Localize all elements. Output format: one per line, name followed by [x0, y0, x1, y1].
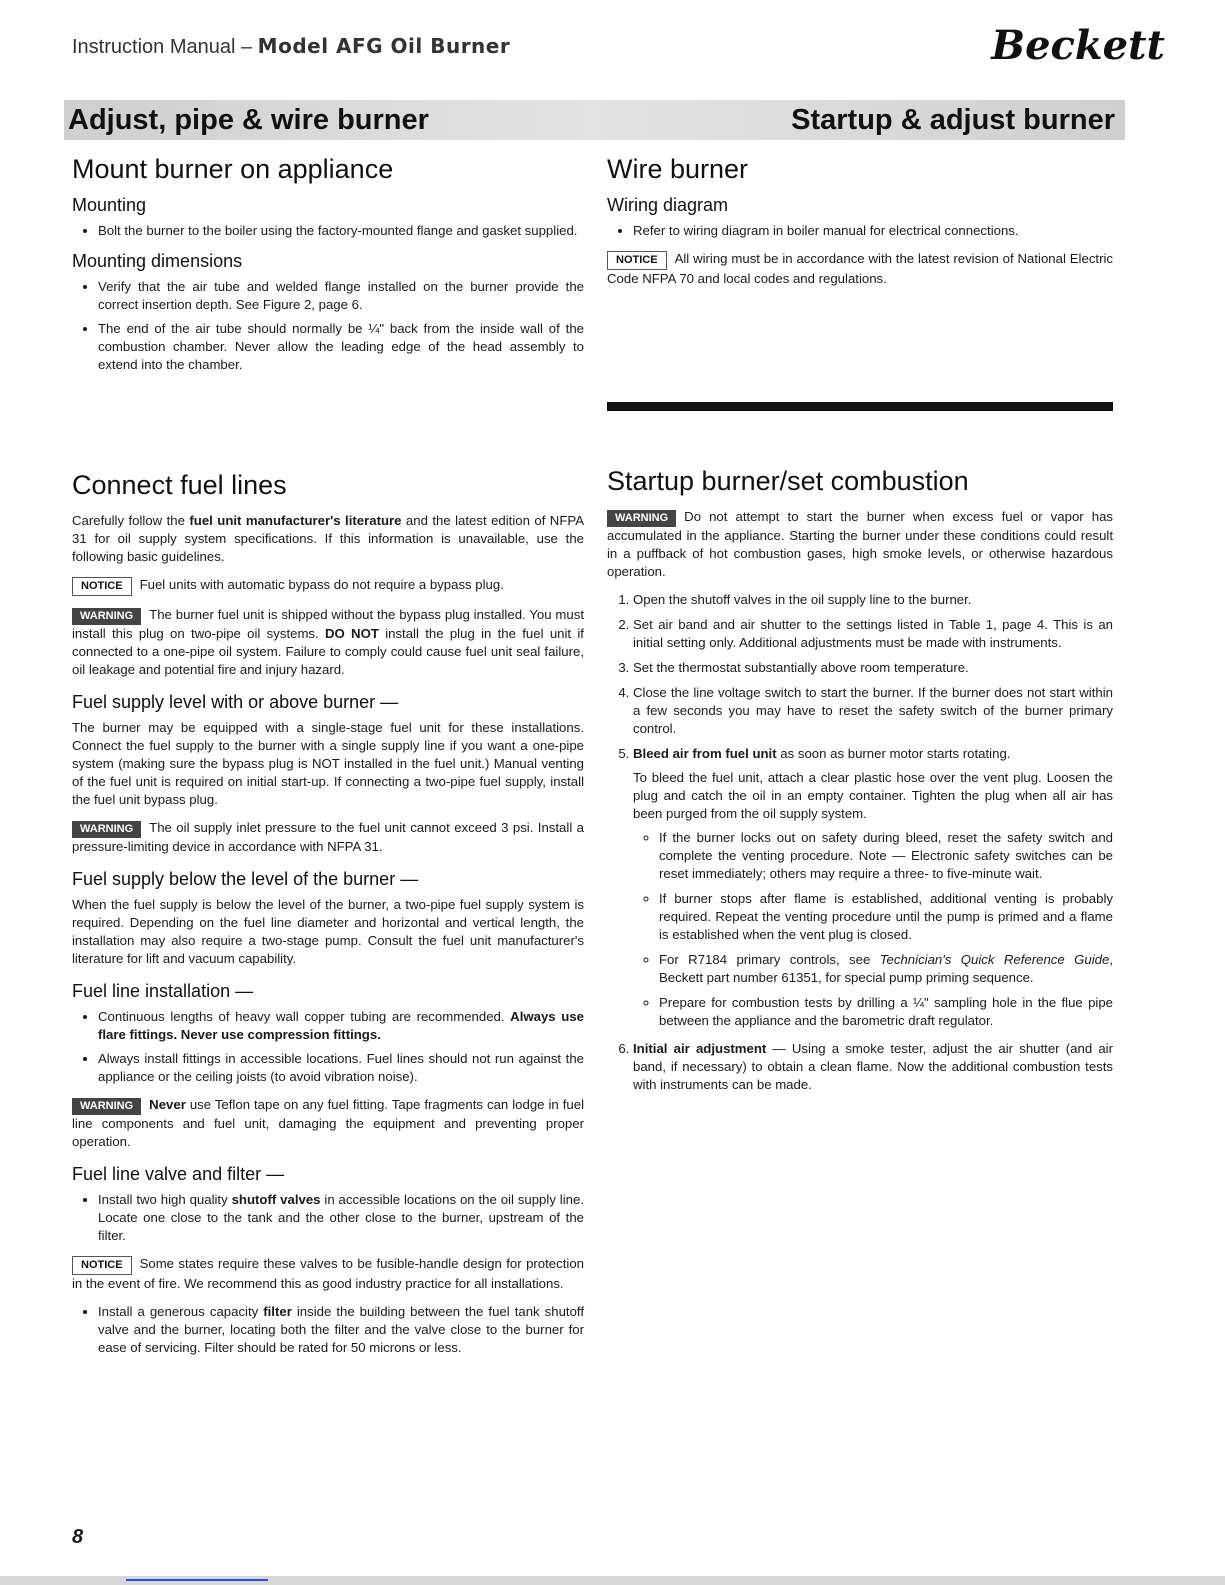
list-item: ◦ If burner stops after flame is established, additional venting is probably required. Repeat the venting procedure until the pump is primed and a flame is established when the vent plug is closed.	[659, 890, 1113, 944]
notice-tag: NOTICE	[72, 1256, 132, 1275]
section-divider	[607, 402, 1113, 411]
valve-filter-heading: Fuel line valve and filter —	[72, 1164, 285, 1184]
wiring-list	[607, 222, 1113, 240]
fuel-intro: Carefully follow the fuel unit manufacturer's literature and the latest edition of NFPA 31 for oil supply system specifications. If this information is unavailable, use the following basic guidelines.	[72, 513, 584, 564]
notice-wiring: NOTICE All wiring must be in accordance with the latest revision of National Electric Code NFPA 70 and local codes and regulations.	[607, 251, 1113, 286]
fuel-install-list	[72, 1008, 584, 1086]
section-banner	[64, 100, 1125, 140]
page-number: 8	[72, 1526, 84, 1548]
notice-fusible-valves: NOTICE Some states require these valves to be fusible-handle design for protection in the event of fire. We recommend this as good industry practice for all installations.	[72, 1256, 584, 1291]
list-item: ◦ If the burner locks out on safety during bleed, reset the safety switch and complete the venting procedure. Note — Electronic safety switches can be reset immediately; others may require a three- to five-minute wait.	[659, 829, 1113, 883]
wiring-diagram-heading: Wiring diagram	[607, 195, 729, 215]
notice-bypass: NOTICE Fuel units with automatic bypass do not require a bypass plug.	[72, 576, 584, 596]
mounting-dimensions-list	[72, 278, 584, 374]
right-column-startup	[607, 466, 1113, 1102]
warning-tag: WARNING	[72, 608, 141, 625]
mounting-list	[72, 222, 584, 240]
notice-tag: NOTICE	[607, 251, 667, 270]
manual-header	[72, 34, 510, 59]
banner-left-title: Adjust, pipe & wire burner	[68, 104, 429, 136]
left-column-fuel	[72, 470, 585, 1367]
startup-steps	[607, 591, 1113, 1094]
list-item: 3. Set the thermostat substantially above room temperature.	[633, 659, 1113, 677]
right-column-wire	[607, 154, 1113, 298]
fuel-above-heading: Fuel supply level with or above burner —	[72, 692, 399, 712]
link-underline	[126, 1579, 268, 1581]
bleed-instructions: To bleed the fuel unit, attach a clear plastic hose over the vent plug. Loosen the plug and catch the oil in an empty container. Tighten the plug when all air has been purged from the oil supply system.	[633, 770, 1113, 821]
mount-title: Mount burner on appliance	[72, 154, 394, 184]
startup-title: Startup burner/set combustion	[607, 466, 969, 496]
warning-inlet-pressure: WARNING The oil supply inlet pressure to the fuel unit cannot exceed 3 psi. Install a pressure-limiting device in accordance with NFPA 31.	[72, 820, 584, 854]
fuel-below-text: When the fuel supply is below the level of the burner, a two-pipe fuel supply system is required. Depending on the fuel line diameter and horizontal and vertical length, the installation may also require a two-stage pump. Consult the fuel unit manufacturer's literature for lift and vacuum capability.	[72, 897, 584, 966]
bleed-notes	[633, 829, 1113, 1030]
list-item: • Install two high quality shutoff valves in accessible locations on the oil supply line. Locate one close to the tank and the other close to the burner, upstream of the filter.	[98, 1191, 584, 1245]
wire-burner-title: Wire burner	[607, 154, 749, 184]
fuel-below-heading: Fuel supply below the level of the burner —	[72, 869, 419, 889]
list-item: 5. Bleed air from fuel unit as soon as burner motor starts rotating. To bleed the fuel unit, attach a clear plastic hose over the vent plug. Loosen the plug and catch the oil in an empty container. Tighten the plug when all air has been purged from the oil supply system. ◦ If the burner locks out on safety during bleed, reset the safety switch and complete the venting procedure. Note — Electronic safety switches can be reset immediately; others may require a three- to five-minute wait. ◦ If burner stops after flame is established, additional venting is probably required. Repeat the venting procedure until the pump is primed and a flame is established when the vent plug is closed. ◦ For R7184 primary controls, see Technician's Quick Reference Guide, Beckett part number 61351, for special pump priming sequence. ◦ Prepare for combustion tests by drilling a ¼" sampling hole in the flue pipe between the appliance and the barometric draft regulator.	[633, 745, 1113, 1030]
list-item: • Verify that the air tube and welded flange installed on the burner provide the correct insertion depth. See Figure 2, page 6.	[98, 278, 584, 314]
valve-list	[72, 1191, 584, 1245]
filter-list	[72, 1303, 584, 1357]
list-item: • The end of the air tube should normally be ¼" back from the inside wall of the combustion chamber. Never allow the leading edge of the head assembly to extend into the chamber.	[98, 320, 584, 374]
bottom-scan-strip	[0, 1576, 1225, 1585]
warning-excess-fuel: WARNING Do not attempt to start the burner when excess fuel or vapor has accumulated in the appliance. Starting the burner under these conditions could result in a puffback of hot combustion gases, high smoke levels, or otherwise hazardous operation.	[607, 509, 1113, 579]
warning-tag: WARNING	[72, 821, 141, 838]
header-manual-label: Instruction Manual –	[72, 36, 253, 58]
fuel-lines-title: Connect fuel lines	[72, 470, 287, 500]
list-item: ◦ Prepare for combustion tests by drilling a ¼" sampling hole in the flue pipe between the appliance and the barometric draft regulator.	[659, 994, 1113, 1030]
list-item: 6. Initial air adjustment — Using a smoke tester, adjust the air shutter (and air band, if necessary) to obtain a clean flame. Now the additional combustion tests with instruments can be made.	[633, 1040, 1113, 1094]
list-item: ◦ For R7184 primary controls, see Technician's Quick Reference Guide, Beckett part number 61351, for special pump priming sequence.	[659, 951, 1113, 987]
list-item: • Bolt the burner to the boiler using the factory-mounted flange and gasket supplied.	[98, 222, 584, 240]
left-column	[72, 154, 584, 384]
fuel-install-heading: Fuel line installation —	[72, 981, 254, 1001]
warning-tag: WARNING	[607, 510, 676, 527]
banner-right-title: Startup & adjust burner	[791, 104, 1115, 136]
mounting-dimensions-heading: Mounting dimensions	[72, 251, 243, 271]
list-item: • Refer to wiring diagram in boiler manual for electrical connections.	[633, 222, 1113, 240]
list-item: 2. Set air band and air shutter to the settings listed in Table 1, page 4. This is an initial setting only. Additional adjustments must be made with instruments.	[633, 616, 1113, 652]
list-item: • Install a generous capacity filter inside the building between the fuel tank shutoff valve and the burner, locating both the filter and the valve close to the burner for ease of servicing. Filter should be rated for 50 microns or less.	[98, 1303, 584, 1357]
beckett-logo: Beckett	[991, 22, 1165, 69]
notice-tag: NOTICE	[72, 577, 132, 596]
list-item: • Always install fittings in accessible locations. Fuel lines should not run against the appliance or the ceiling joists (to avoid vibration noise).	[98, 1050, 584, 1086]
warning-tag: WARNING	[72, 1098, 141, 1115]
list-item: • Continuous lengths of heavy wall copper tubing are recommended. Always use flare fittings. Never use compression fittings.	[98, 1008, 584, 1044]
warning-teflon: WARNING Never use Teflon tape on any fuel fitting. Tape fragments can lodge in fuel line components and fuel unit, damaging the equipment and preventing proper operation.	[72, 1097, 584, 1149]
header-model-label: Model AFG Oil Burner	[257, 34, 511, 58]
warning-bypass-plug: WARNING The burner fuel unit is shipped without the bypass plug installed. You must install this plug on two-pipe oil systems. DO NOT install the plug in the fuel unit if connected to a one-pipe oil system. Failure to comply could cause fuel unit seal failure, oil leakage and potential fire and injury hazard.	[72, 607, 584, 677]
list-item: 4. Close the line voltage switch to start the burner. If the burner does not start within a few seconds you may have to reset the safety switch of the burner primary control.	[633, 684, 1113, 738]
fuel-above-text: The burner may be equipped with a single-stage fuel unit for these installations. Connect the fuel supply to the burner with a single supply line if you want a one-pipe system (making sure the bypass plug is NOT installed in the fuel unit.) Manual venting of the fuel unit is required on initial start-up. If connecting a two-pipe fuel supply, install the fuel unit bypass plug.	[72, 720, 584, 807]
list-item: 1. Open the shutoff valves in the oil supply line to the burner.	[633, 591, 1113, 609]
mounting-heading: Mounting	[72, 195, 147, 215]
